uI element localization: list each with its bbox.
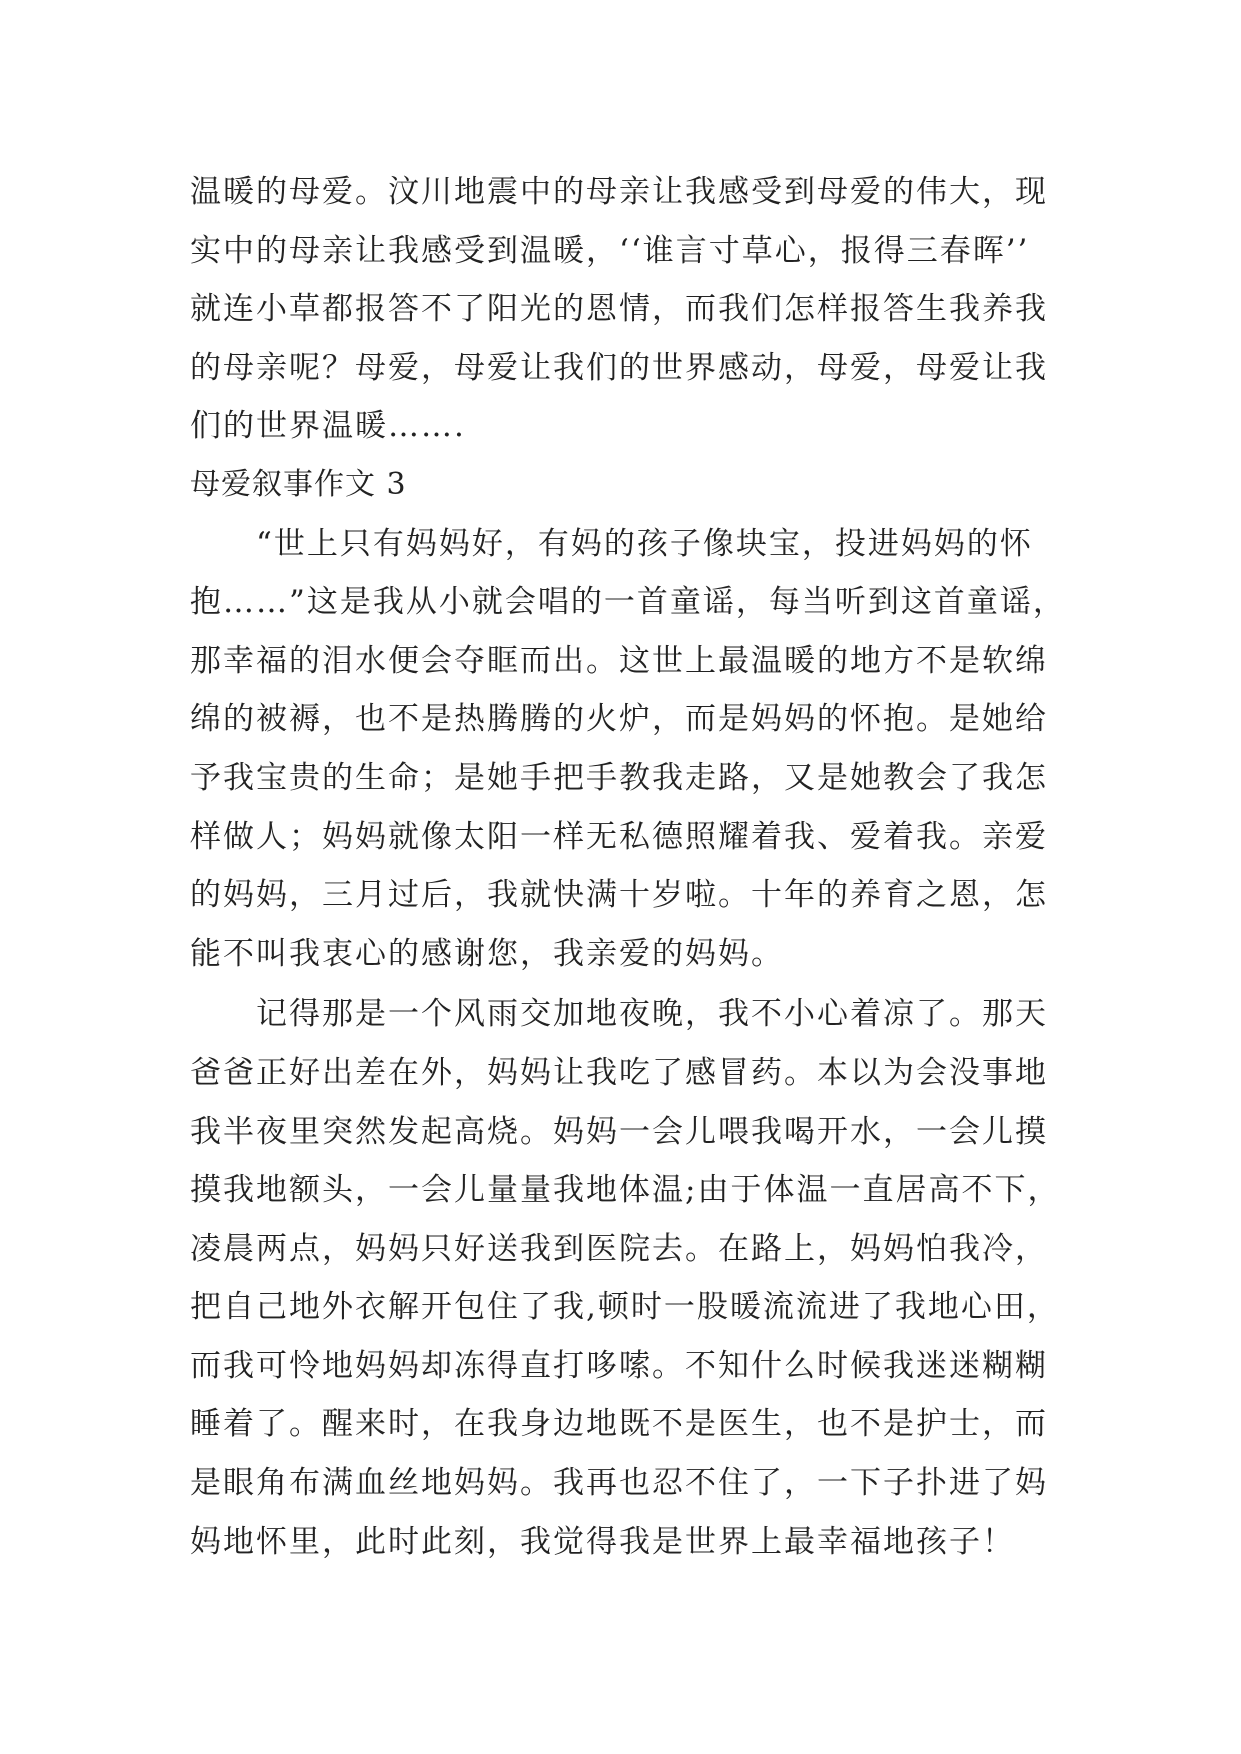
- paragraph-1-line: “世上只有妈妈好，有妈的孩子像块宝，投进妈妈的怀: [256, 525, 1033, 562]
- paragraph-2-line: 凌晨两点，妈妈只好送我到医院去。在路上，妈妈怕我冷，: [190, 1230, 1048, 1267]
- text-line: 温暖的母爱。汶川地震中的母亲让我感受到母爱的伟大，现: [190, 174, 1048, 210]
- paragraph-2-line: 睡着了。醒来时，在我身边地既不是医生，也不是护士，而: [190, 1406, 1048, 1443]
- text-line: 的母亲呢？母爱，母爱让我们的世界感动，母爱，母爱让我: [190, 349, 1048, 386]
- paragraph-2-line: 记得那是一个风雨交加地夜晚，我不小心着凉了。那天: [256, 996, 1048, 1033]
- paragraph-2-line: 我半夜里突然发起高烧。妈妈一会儿喂我喝开水，一会儿摸: [190, 1113, 1048, 1150]
- section-heading: 母爱叙事作文 3: [190, 466, 407, 502]
- paragraph-1-line: 的妈妈，三月过后，我就快满十岁啦。十年的养育之恩，怎: [190, 877, 1048, 914]
- paragraph-2-line: 爸爸正好出差在外，妈妈让我吃了感冒药。本以为会没事地: [190, 1054, 1048, 1091]
- paragraph-1-line: 能不叫我衷心的感谢您，我亲爱的妈妈。: [190, 935, 784, 972]
- paragraph-1-line: 抱……”这是我从小就会唱的一首童谣，每当听到这首童谣，: [190, 584, 1066, 621]
- paragraph-2-line: 摸我地额头，一会儿量量我地体温;由于体温一直居高不下，: [190, 1172, 1061, 1209]
- paragraph-1-line: 予我宝贵的生命；是她手把手教我走路，又是她教会了我怎: [190, 759, 1048, 796]
- text-line: 就连小草都报答不了阳光的恩情，而我们怎样报答生我养我: [190, 291, 1048, 328]
- paragraph-1-line: 绵的被褥，也不是热腾腾的火炉，而是妈妈的怀抱。是她给: [190, 701, 1048, 738]
- paragraph-2-line: 妈地怀里，此时此刻，我觉得我是世界上最幸福地孩子！: [190, 1523, 1015, 1560]
- document-body: [190, 163, 1066, 1571]
- text-line: 实中的母亲让我感受到温暖，‘‘谁言寸草心，报得三春晖’’: [190, 232, 1030, 269]
- paragraph-2-line: 而我可怜地妈妈却冻得直打哆嗦。不知什么时候我迷迷糊糊: [190, 1347, 1048, 1384]
- paragraph-1-line: 那幸福的泪水便会夺眶而出。这世上最温暖的地方不是软绵: [190, 642, 1048, 679]
- paragraph-1-line: 样做人；妈妈就像太阳一样无私德照耀着我、爱着我。亲爱: [190, 818, 1048, 855]
- paragraph-2-line: 是眼角布满血丝地妈妈。我再也忍不住了，一下子扑进了妈: [190, 1465, 1048, 1502]
- text-line: 们的世界温暖…….: [190, 408, 466, 445]
- paragraph-2-line: 把自己地外衣解开包住了我,顿时一股暖流流进了我地心田，: [190, 1289, 1060, 1326]
